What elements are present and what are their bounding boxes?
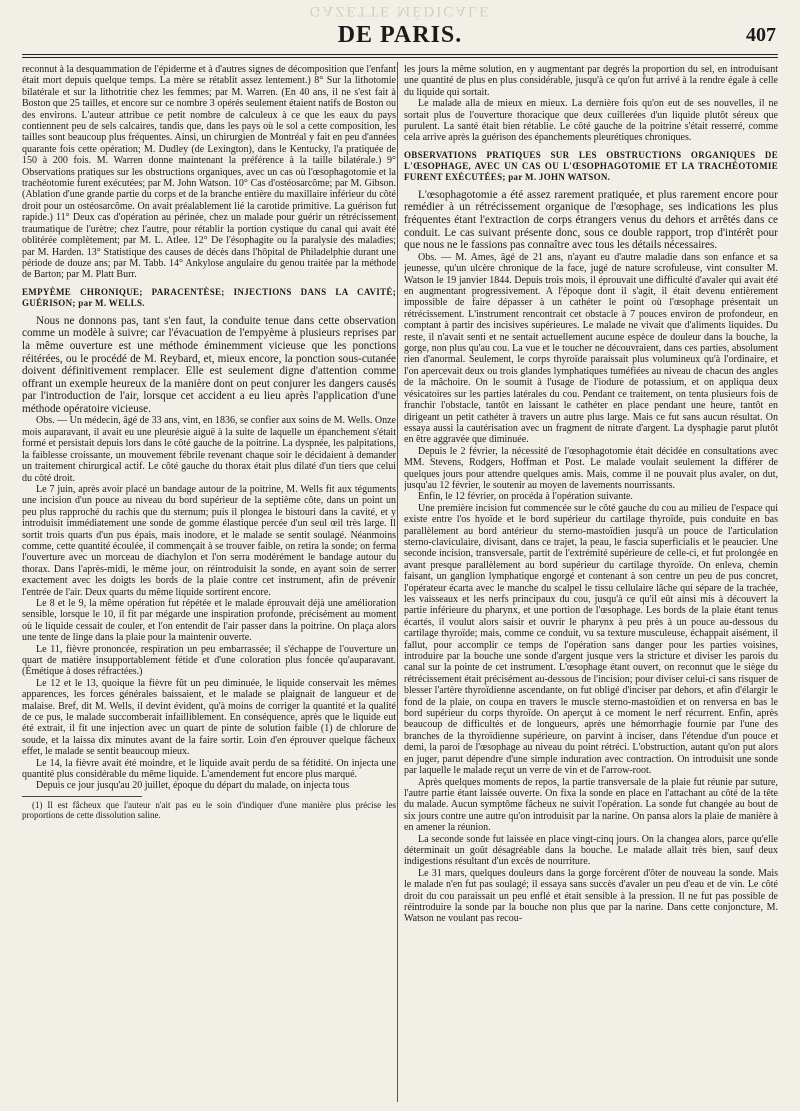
observation-paragraph: Le 12 et le 13, quoique la fièvre fût un peu diminuée, le liquide conservait les mêmes apparences, les forces générales baissaient, et le malade se plaignait de langueur et de malaise. Bref, dit M. Wells, il devint évident, qu'à moins de corriger la quantité et la qualité de ce pus, le malade succomberait infailliblement. En conséquence, après que le liquide eut été extrait, il fit une injection avec un quart de pinte de solution faible (1) de chlorure de soude, et la laissa dix minutes avant de la faire sortir. Loin d'en éprouver quelque fâcheux effet, le malade se sentit beaucoup mieux.	[22, 677, 396, 758]
mirrored-header-bleed: GAZETTE MÉDICALE	[309, 3, 491, 19]
section-title-oesophage: OBSERVATIONS PRATIQUES SUR LES OBSTRUCTIONS ORGANIQUES DE L'ŒSOPHAGE, AVEC UN CAS OU L'ŒSOPHAGOTOMIE ET LA TRACHÉOTOMIE FURENT EXÉCUTÉES; par M. JOHN WATSON.	[404, 149, 778, 182]
left-column	[22, 64, 396, 1104]
review-list-text: reconnut à la desquammation de l'épiderme et à d'autres signes de décomposition que l'enfant était mort depuis quelque temps. La mère se rétablit assez lentement.) 8° Sur la lithotomie bilatérale et sur la lithotritie chez les femmes; par M. Warren. (En 40 ans, il ne s'est fait à Boston que 25 tailles, et encore sur ce nombre 3 opérés seulement étaient natifs de Boston ou des environs. L'auteur attribue ce petit nombre de calculeux à ce que les eaux du pays contiennent peu de sels calcaires, tandis que, dans les pays où le sol a cette composition, les tailles sont beaucoup plus fréquentes. Ainsi, un chirurgien de Montréal y fait en peu d'années quarante fois cette opération; M. Dudley (de Lexington), dans le Kentucky, l'a pratiquée de 150 à 200 fois. M. Warren donne maintenant la préférence à la taille bilatérale.) 9° Observations pratiques sur les obstructions organiques, avec un cas où l'œsophagotomie et la trachéotomie furent exécutées; par M. John Watson. 10° Cas d'ostéosarcôme; par M. Gibson. (Ablation d'une grande partie du corps et de la branche entière du maxillaire inférieur du côté droit pour un ostéosarcôme. On avait préalablement lié la carotide primitive. La guérison fut rapide.) 11° Deux cas d'opération au périnée, chez un malade pour guérir un rétrécissement traumatique de l'urètre; chez l'autre, pour rétablir la portion cystique du canal qui avait été oblitérée complètement; par M. L. Atlee. 12° De l'ésophagite ou la paralysie des maladies; par M. Harden. 13° Statistique des causes de décès dans l'hôpital de Philadelphie durant une période de douze ans; par M. Tabb. 14° Ankylose angulaire du genou traitée par la méthode de Barton; par M. Platt Burr.	[22, 64, 396, 281]
intro-paragraph: L'œsophagotomie a été assez rarement pratiquée, et plus rarement encore pour remédier à un rétrécissement organique de l'œsophage, ses indications les plus fréquentes étant l'extraction de corps étrangers venus du dehors et arrêtés dans ce conduit. Le cas suivant présente donc, sous ce double rapport, trop d'intérêt pour que nous ne le fassions pas connaître avec tous les détails nécessaires.	[404, 188, 778, 252]
observation-paragraph: Le 11, fièvre prononcée, respiration un peu embarrassée; il s'échappe de l'ouverture un quart de matière insupportablement fétide et d'une coloration plus foncée qu'auparavant. (Émétique à doses réfractées.)	[22, 643, 396, 678]
header-rule-bottom	[22, 57, 778, 58]
journal-title: DE PARIS.	[337, 22, 463, 48]
observation-paragraph: Le 7 juin, après avoir placé un bandage autour de la poitrine, M. Wells fit aux téguments une incision d'un pouce au niveau du bord supérieur de la septième côte, dans un point un peu plus rapproché du rachis que du sternum; puis il plongea le bistouri dans la cavité, et y introduisit immédiatement une sonde de gomme élastique percée d'un seul œil très large. Il sortit trois quarts d'un pus épais, mais inodore, et le malade se sentit soulagé. Néanmoins comme, cette quantité écoulée, il commençait à se trouver faible, on retira la sonde; on ferma l'ouverture avec un morceau de diachylon et l'on serra modérément le bandage autour du thorax. Dans l'après-midi, le même jour, on réintroduisit la sonde, en ayant soin de serrer exactement avec les doigts les bords de la plaie contre cet instrument, afin de prévenir l'entrée de l'air. Deux quarts du même liquide sortirent encore.	[22, 483, 396, 598]
observation-paragraph: Le 14, la fièvre avait été moindre, et le liquide avait perdu de sa fétidité. On injecta une quantité plus considérable du même liquide. L'amendement fut encore plus marqué.	[22, 757, 396, 781]
observation-paragraph: Le 31 mars, quelques douleurs dans la gorge forcèrent d'ôter de nouveau la sonde. Mais le malade n'en fut pas soulagé; il essaya sans succès d'avaler un peu d'eau et de vin. Le côté droit du cou paraissait un peu enflé et était sensible à la pression. Il ne fut pas possible de réintroduire la sonde par la bouche non plus que par la narine. Dans cette conjoncture, M. Watson ne voulant pas recou-	[404, 867, 778, 925]
observation-paragraph: Obs. — Un médecin, âgé de 33 ans, vint, en 1836, se confier aux soins de M. Wells. Onze mois auparavant, il avait eu une pleurésie aiguë à la suite de laquelle un épanchement s'était formé et persistait depuis lors dans le côté gauche de la poitrine. La dyspnée, les palpitations, la faiblesse croissante, un mouvement fébrile revenant chaque soir le décidaient à demander un traitement chirurgical actif. Le côté gauche du thorax était plus dilaté d'un tiers que celui du côté droit.	[22, 415, 396, 484]
page-header	[22, 22, 778, 50]
right-column	[404, 64, 778, 1104]
page-number: 407	[746, 24, 776, 46]
continued-paragraph: les jours la même solution, en y augmentant par degrés la proportion du sel, en introduisant une quantité de plus en plus considérable, jusqu'à ce qu'on fut arrivé à la rendre égale à celle du liquide qui sortait.	[404, 64, 778, 98]
header-rule-top	[22, 54, 778, 55]
observation-paragraph: Une première incision fut commencée sur le côté gauche du cou au milieu de l'espace qui existe entre l'os hyoïde et le bord supérieur du cartilage thyroïde, puis conduite en bas parallèlement au bord antérieur du sterno-mastoïdien jusqu'à un pouce de l'articulation sterno-claviculaire, divisant, dans ce trajet, la peau, le fascia superficialis et le peaucier. Une seconde incision, transversale, partit de l'extrémité supérieure de celle-ci, et fut prolongée en avant presque parallèlement au bord supérieur du cartilage thyroïde. On enleva, chemin faisant, un ganglion lymphatique engorgé et contenant à son centre un peu de pus concret, l'opérateur écarta avec le manche du scalpel le tissu cellulaire lâche qui sépare de la trachée, les vaisseaux et les nerfs principaux du cou, jusqu'à ce qu'il eût ainsi mis à découvert la partie inférieure du pharynx, et une portion de l'œsophage. Les bords de la plaie étant tenus écartés, il voulut alors saisir et ouvrir le pharynx à peu près à un pouce au-dessous du cartilage thyroïde; mais, comme ce conduit, vu sa texture musculeuse, échappait aisément, il fallut, pour accomplir ce temps de l'opération sans danger pour les parties voisines, introduire par la bouche une sonde d'argent jusque vers la stricture et diviser les parois du canal sur la pointe de cet instrument. L'œsophage étant ouvert, on reconnut que le siège du rétrécissement était précisément au-dessous de l'incision; pour diviser celui-ci sans risquer de blesser l'artère thyroïdienne ascendante, on fut obligé d'inciser par dehors, et afin d'élargir le fond de la plaie, on coupa en travers le muscle sterno-mastoïdien et on renversa en bas le bord supérieur du corps thyroïde. On aperçut à ce moment le nerf récurrent. Enfin, après beaucoup de difficultés et de longueurs, après une hémorrhagie fournie par l'une des branches de la thyroïdienne supérieure, on parvint à inciser, dans l'étendue d'un pouce et demi, la paroi de l'œsophage au niveau du point rétréci. L'obstruction, autant qu'on put alors en juger, parut dépendre d'une simple induration avec contraction. On introduisit une sonde par laquelle le malade reçut un verre de vin et de l'arrow-root.	[404, 502, 778, 777]
footnote-rule	[22, 796, 142, 797]
observation-paragraph: Enfin, le 12 février, on procéda à l'opération suivante.	[418, 491, 633, 503]
observation-paragraph: Après quelques moments de repos, la partie transversale de la plaie fut réunie par suture, l'autre partie étant laissée ouverte. On fixa la sonde en place en l'attachant au côté de la tête du malade. Aucun symptôme fâcheux ne suivit l'opération. La sonde fut changée au bout de six jours contre une autre qu'on introduisit par la narine. On pansa alors la plaie de manière à en amener la réunion.	[404, 776, 778, 834]
intro-paragraph: Nous ne donnons pas, tant s'en faut, la conduite tenue dans cette observation comme un modèle à suivre; car l'évacuation de l'empyème à plusieurs reprises par la même ouverture est une méthode éminemment vicieuse que les ponctions réitérées, ou le procédé de M. Reybard, et, mieux encore, la ponction sous-cutanée doivent définitivement remplacer. Elle est seulement digne d'attention comme offrant un exemple heureux de la manière dont on peut conjurer les dangers causés par l'introduction de l'air, lorsque cet accident a eu lieu après l'application d'une méthode opératoire vicieuse.	[22, 314, 396, 415]
section-title-empyeme: EMPYÈME CHRONIQUE; PARACENTÈSE; INJECTIONS DANS LA CAVITÉ; GUÉRISON; par M. WELLS.	[22, 286, 396, 308]
observation-paragraph: Depuis ce jour jusqu'au 20 juillet, époque du départ du malade, on injecta tous	[36, 780, 350, 792]
observation-paragraph: Obs. — M. Ames, âgé de 21 ans, n'ayant eu d'autre maladie dans son enfance et sa jeunesse, qu'un ulcère chronique de la face, jugé de nature scrofuleuse, vint consulter M. Watson le 19 janvier 1844. Depuis trois mois, il éprouvait une difficulté d'avaler qui avait été en augmentant progressivement. A l'époque dont il s'agit, il était devenu entièrement impossible de faire dépasser à un cathéter le point où l'œsophage présentait un rétrécissement. L'instrument rencontrait cet obstacle à 7 pouces environ de profondeur, en comptant à partir des incisives supérieures. Le malade ne vivait que d'aliments liquides. Du reste, il n'avait senti et ne sentait actuellement aucune espèce de douleur dans la bouche, la gorge, non plus qu'au cou. La vue et le toucher ne découvraient, dans ces parties, absolument rien d'anormal. Seulement, le corps thyroïde paraissait plus volumineux qu'à l'ordinaire, et l'on apercevait deux ou trois glandes lymphatiques tuméfiées au niveau de chacun des angles de la mâchoire. On le soumit à l'usage de l'iodure de potassium, et on appliqua deux vésicatoires sur les parties latérales du cou. Pendant ce traitement, on tenta plusieurs fois de franchir l'obstacle, tantôt en laissant le cathéter en place pendant une heure, tantôt en dirigeant un petit cathéter à travers un autre plus large. Mais ce fut sans aucun résultat. On essaya aussi la cautérisation avec un fragment de nitrate d'argent. La dysphagie parut plutôt en être aggravée que diminuée.	[404, 251, 778, 446]
observation-paragraph: Le 8 et le 9, la même opération fut répétée et le malade éprouvait déjà une amélioration sensible, lorsque le 10, il fit par mégarde une inspiration profonde, précisément au moment où le liquide cessait de couler, et l'on entendit de l'air passer dans la poitrine. On plaça alors une tente de linge dans la plaie pour la maintenir ouverte.	[22, 597, 396, 644]
observation-paragraph: Le malade alla de mieux en mieux. La dernière fois qu'on eut de ses nouvelles, il ne sortait plus de l'ouverture thoracique que deux cuillerées d'un liquide plutôt séreux que purulent. La santé était bien rétablie. Le côté gauche de la poitrine s'était resserré, comme cela arrive après la guérison des épanchements pleurétiques chroniques.	[404, 98, 778, 144]
column-separator	[397, 62, 398, 1102]
observation-paragraph: Depuis le 2 février, la nécessité de l'œsophagotomie était décidée en consultations avec MM. Stevens, Rodgers, Hoffman et Post. Le malade voulait seulement la différer de quelques jours pour attendre quelques amis. Mais, comme il ne pouvait plus avaler, on dut, jusqu'au 12 février, le soutenir au moyen de lavements nourrissants.	[404, 445, 778, 491]
observation-paragraph: La seconde sonde fut laissée en place vingt-cinq jours. On la changea alors, parce qu'elle déterminait un goût désagréable dans la bouche. Le malade allait très bien, sauf deux indigestions résultant d'un excès de nourriture.	[404, 833, 778, 868]
footnote: (1) Il est fâcheux que l'auteur n'ait pas eu le soin d'indiquer d'une manière plus précise les proportions de cette dissolution saline.	[22, 799, 396, 821]
